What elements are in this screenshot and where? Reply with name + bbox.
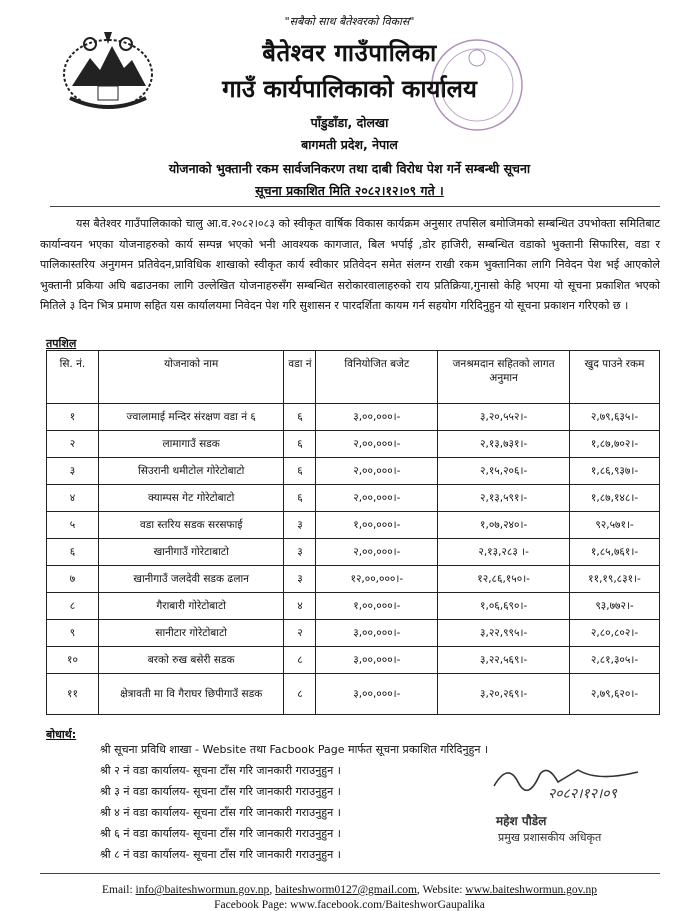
cell-budget: ३,००,०००।- bbox=[316, 647, 438, 674]
col-header-budget: विनियोजित बजेट bbox=[316, 351, 438, 404]
cell-estimate: १२,८६,१५०।- bbox=[438, 566, 570, 593]
cell-net-amount: ९२,५७१।- bbox=[570, 512, 660, 539]
cell-net-amount: १,८७,७०२।- bbox=[570, 431, 660, 458]
address-line: पाँडुडाँडा, दोलखा bbox=[310, 115, 389, 130]
cell-sn: २ bbox=[47, 431, 99, 458]
cell-ward: ४ bbox=[284, 593, 316, 620]
cell-net-amount: १,८५,७६१।- bbox=[570, 539, 660, 566]
table-header-row bbox=[47, 351, 660, 404]
cell-estimate: २,१३,७३१।- bbox=[438, 431, 570, 458]
cell-project-name: खानीगाउँ जलदेवी सडक ढलान bbox=[98, 566, 284, 593]
website-link[interactable]: www.baiteshwormun.gov.np bbox=[465, 884, 597, 896]
cell-budget: २,००,०००।- bbox=[316, 431, 438, 458]
cell-ward: ३ bbox=[284, 539, 316, 566]
cell-ward: ६ bbox=[284, 431, 316, 458]
cc-line: श्री ६ नं वडा कार्यालय- सूचना टाँस गरि जानकारी गराउनुहुन । bbox=[100, 827, 341, 840]
table-row bbox=[47, 485, 660, 512]
cell-budget: २,००,०००।- bbox=[316, 485, 438, 512]
cell-net-amount: २,७९,६३५।- bbox=[570, 404, 660, 431]
cell-net-amount: ११,१९,८३१।- bbox=[570, 566, 660, 593]
cell-estimate: ३,२०,२६९।- bbox=[438, 674, 570, 715]
cc-line: श्री ८ नं वडा कार्यालय- सूचना टाँस गरि जानकारी गराउनुहुन । bbox=[100, 848, 341, 861]
cell-ward: ३ bbox=[284, 512, 316, 539]
cc-line: श्री ३ नं वडा कार्यालय- सूचना टाँस गरि जानकारी गराउनुहुन । bbox=[100, 785, 341, 798]
cell-sn: ५ bbox=[47, 512, 99, 539]
table-row bbox=[47, 458, 660, 485]
cell-project-name: क्याम्पस गेट गोरेटोबाटो bbox=[98, 485, 284, 512]
cell-sn: ३ bbox=[47, 458, 99, 485]
table-row bbox=[47, 593, 660, 620]
cell-budget: २,००,०००।- bbox=[316, 539, 438, 566]
footer-facebook bbox=[0, 899, 699, 911]
email-link-1[interactable]: info@baiteshwormun.gov.np bbox=[135, 884, 270, 896]
cell-net-amount: १,८६,९३७।- bbox=[570, 458, 660, 485]
cell-estimate: २,१५,२०६।- bbox=[438, 458, 570, 485]
cell-budget: २,००,०००।- bbox=[316, 458, 438, 485]
cell-ward: ६ bbox=[284, 458, 316, 485]
cell-budget: ३,००,०००।- bbox=[316, 404, 438, 431]
cell-sn: ९ bbox=[47, 620, 99, 647]
cell-estimate: २,१३,२८३ ।- bbox=[438, 539, 570, 566]
cc-line: श्री सूचना प्रविधि शाखा - Website तथा Facbook Page मार्फत सूचना प्रकाशित गरिदिनुहुन । bbox=[100, 743, 489, 756]
cell-net-amount: २,८१,३०५।- bbox=[570, 647, 660, 674]
cell-budget: १,००,०००।- bbox=[316, 512, 438, 539]
table-row bbox=[47, 539, 660, 566]
cell-sn: ११ bbox=[47, 674, 99, 715]
email-label: Email: bbox=[101, 884, 133, 896]
table-row bbox=[47, 404, 660, 431]
cell-sn: ४ bbox=[47, 485, 99, 512]
cell-budget: ३,००,०००।- bbox=[316, 620, 438, 647]
col-header-net: खुद पाउने रकम bbox=[570, 351, 660, 404]
website-label: Website: bbox=[422, 884, 463, 896]
facebook-label: Facebook Page: bbox=[214, 899, 288, 911]
cell-estimate: १,०७,२४०।- bbox=[438, 512, 570, 539]
cell-estimate: ३,२२,९९५।- bbox=[438, 620, 570, 647]
cc-line: श्री २ नं वडा कार्यालय- सूचना टाँस गरि जानकारी गराउनुहुन । bbox=[100, 764, 341, 777]
table-row bbox=[47, 647, 660, 674]
cc-title: बोधार्थ: bbox=[46, 728, 77, 741]
cell-budget: ३,००,०००।- bbox=[316, 674, 438, 715]
cell-project-name: बरको रुख बसेरी सडक bbox=[98, 647, 284, 674]
facebook-link[interactable]: www.facebook.com/BaiteshworGaupalika bbox=[290, 899, 485, 911]
table-row bbox=[47, 566, 660, 593]
office-title: बैतेश्वर गाउँपालिका bbox=[262, 39, 437, 67]
cell-estimate: ३,२०,५५२।- bbox=[438, 404, 570, 431]
cell-ward: ८ bbox=[284, 674, 316, 715]
email-link-2[interactable]: baiteshworm0127@gmail.com bbox=[275, 884, 417, 896]
cell-sn: ६ bbox=[47, 539, 99, 566]
table-row bbox=[47, 431, 660, 458]
cell-net-amount: २,८०,८०२।- bbox=[570, 620, 660, 647]
col-header-sn: सि. नं. bbox=[47, 351, 99, 404]
notice-date-text: सूचना प्रकाशित मिति २०८२।१२।०९ गते । bbox=[255, 183, 444, 198]
footer-divider bbox=[40, 873, 660, 874]
slogan: "सबैको साथ बैतेश्वरको विकास" bbox=[284, 15, 415, 28]
footer-contact: Email: info@baiteshwormun.gov.np, baiteshworm0127@gmail.com, Website: www.baiteshwormun.gov.np bbox=[101, 884, 597, 896]
cell-sn: ८ bbox=[47, 593, 99, 620]
cell-project-name: गैराबारी गोरेटोबाटो bbox=[98, 593, 284, 620]
signatory-name: महेश पौडेल bbox=[496, 814, 547, 828]
notice-body: यस बैतेश्वर गाउँपालिकाको चालु आ.व.२०८२।०८३ को स्वीकृत वार्षिक विकास कार्यक्रम अनुसार तपसिल बमोजिमको सम्बन्धित उपभोक्ता समितिबाट कार्यान्वयन भएका योजनाहरुको कार्य सम्पन्न भएको भनी आवश्यक कागजात, बिल भर्पाई ,डोर हाजिरी, सम्बन्धित वडाको भुक्तानी सिफारिस, वडा र पालिकास्तरिय अनुगमन प्रतिवेदन,प्राविधिक शाखाको स्वीकृत कार्य स्वीकार प्रतिवेदन समेत संलग्न राखी रकम भुक्तानिका लागि निवेदन पेश भई आएकोले भुक्तानी प्रकिया अघि बढाउनका लागि उल्लेखित योजनाहरुसँग सम्बन्धित सरोकारवालाहरुको राय प्रतिक्रिया,गुनासो केहि भएमा यो सूचना प्रकाशित भएको मितिले ३ दिन भित्र प्रमाण सहित यस कार्यालयमा निवेदन पेश गरि सुशासन र पारदर्शिता कायम गर्न सहयोग गरिदिनुहुन यो सूचना प्रकाशन गरिएको छ । bbox=[40, 217, 660, 312]
cell-project-name: सिउरानी थमीटोल गोरेटोबाटो bbox=[98, 458, 284, 485]
cell-project-name: खानीगाउँ गोरेटाबाटो bbox=[98, 539, 284, 566]
table-row bbox=[47, 674, 660, 715]
signature-scribble bbox=[488, 752, 648, 810]
cc-line: श्री ४ नं वडा कार्यालय- सूचना टाँस गरि जानकारी गराउनुहुन । bbox=[100, 806, 341, 819]
cell-net-amount: २,७९,६२०।- bbox=[570, 674, 660, 715]
cell-project-name: वडा स्तरिय सडक सरसफाई bbox=[98, 512, 284, 539]
header-divider bbox=[50, 206, 660, 207]
table-row bbox=[47, 620, 660, 647]
cell-budget: १२,००,०००।- bbox=[316, 566, 438, 593]
table-row bbox=[47, 512, 660, 539]
cell-ward: ६ bbox=[284, 485, 316, 512]
cell-budget: १,००,०००।- bbox=[316, 593, 438, 620]
cell-estimate: १,०६,६९०।- bbox=[438, 593, 570, 620]
office-subtitle: गाउँ कार्यपालिकाको कार्यालय bbox=[222, 75, 477, 103]
cell-estimate: २,१३,५९१।- bbox=[438, 485, 570, 512]
cell-ward: ३ bbox=[284, 566, 316, 593]
cell-sn: १० bbox=[47, 647, 99, 674]
signatory-designation: प्रमुख प्रशासकीय अधिकृत bbox=[498, 831, 602, 844]
cell-project-name: ज्वालामाई मन्दिर संरक्षण वडा नं ६ bbox=[98, 404, 284, 431]
col-header-estimate: जनश्रमदान सहितको लागत अनुमान bbox=[438, 351, 570, 404]
cell-net-amount: १,८७,१४८।- bbox=[570, 485, 660, 512]
cell-estimate: ३,२२,५६९।- bbox=[438, 647, 570, 674]
notice-subject: योजनाको भुक्तानी रकम सार्वजनिकरण तथा दाबी विरोध पेश गर्ने सम्बन्धी सूचना bbox=[168, 161, 531, 176]
province-line: बागमती प्रदेश, नेपाल bbox=[301, 137, 398, 152]
notice-date bbox=[0, 182, 699, 199]
cell-sn: १ bbox=[47, 404, 99, 431]
cell-project-name: सानीटार गोरेटोबाटो bbox=[98, 620, 284, 647]
cell-net-amount: ९३,७७२।- bbox=[570, 593, 660, 620]
col-header-ward: वडा नं bbox=[284, 351, 316, 404]
signature-date: २०८२।१२।०९ bbox=[548, 786, 617, 802]
cell-ward: २ bbox=[284, 620, 316, 647]
cell-ward: ६ bbox=[284, 404, 316, 431]
cell-ward: ८ bbox=[284, 647, 316, 674]
cell-sn: ७ bbox=[47, 566, 99, 593]
table-label: तपशिल bbox=[46, 337, 77, 350]
cell-project-name: क्षेत्रावती मा वि गैराघर छिपीगाउँ सडक bbox=[98, 674, 284, 715]
col-header-name: योजनाको नाम bbox=[98, 351, 284, 404]
cell-project-name: लामागाउँ सडक bbox=[98, 431, 284, 458]
project-table bbox=[46, 350, 660, 715]
